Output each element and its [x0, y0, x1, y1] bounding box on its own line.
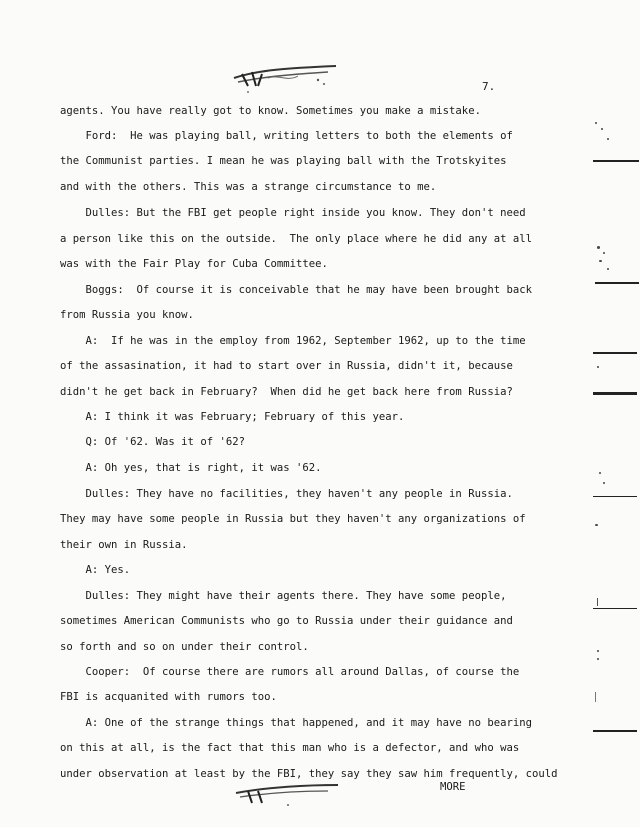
text-line: Dulles: They have no facilities, they haven't any people in Russia. [60, 488, 513, 500]
text-line: was with the Fair Play for Cuba Committee. [60, 258, 328, 270]
text-line: sometimes American Communists who go to Russia under their guidance and [60, 615, 513, 627]
more-continuation-label: MORE [440, 781, 466, 793]
text-line: and with the others. This was a strange circumstance to me. [60, 181, 437, 193]
text-line: Ford: He was playing ball, writing letters to both the elements of [60, 130, 513, 142]
scan-speck [601, 128, 603, 130]
scan-speck [599, 472, 601, 474]
text-line: their own in Russia. [60, 539, 188, 551]
top-stamp-scribble [228, 60, 348, 100]
text-line: didn't he get back in February? When did he get back here from Russia? [60, 386, 513, 398]
scan-speck [603, 482, 605, 484]
text-line: so forth and so on under their control. [60, 641, 309, 653]
scan-speck [599, 260, 602, 262]
margin-rule [593, 352, 637, 354]
scan-speck [597, 366, 599, 368]
margin-rule [593, 496, 637, 497]
text-line: A: If he was in the employ from 1962, September 1962, up to the time [60, 335, 526, 347]
text-line: A: One of the strange things that happened, and it may have no bearing [60, 717, 532, 729]
text-line: from Russia you know. [60, 309, 194, 321]
text-line: FBI is acquanited with rumors too. [60, 691, 277, 703]
scan-speck [597, 650, 599, 652]
text-line: A: I think it was February; February of this year. [60, 411, 405, 423]
text-line: A: Yes. [60, 564, 131, 576]
text-line: of the assasination, it had to start over in Russia, didn't it, because [60, 360, 513, 372]
text-line: on this at all, is the fact that this man who is a defector, and who was [60, 742, 520, 754]
scan-speck [597, 246, 600, 249]
text-line: A: Oh yes, that is right, it was '62. [60, 462, 322, 474]
text-line: Boggs: Of course it is conceivable that he may have been brought back [60, 284, 532, 296]
text-line: They may have some people in Russia but they haven't any organizations of [60, 513, 526, 525]
scan-speck [607, 138, 609, 140]
margin-rule [597, 598, 606, 606]
margin-rule [593, 160, 639, 162]
text-line: Dulles: They might have their agents there. They have some people, [60, 590, 507, 602]
margin-rule [595, 282, 639, 284]
text-line: Q: Of '62. Was it of '62? [60, 436, 245, 448]
margin-rule [593, 730, 637, 732]
text-line: Dulles: But the FBI get people right inside you know. They don't need [60, 207, 526, 219]
scan-speck [603, 252, 605, 254]
bottom-stamp-scribble [228, 781, 348, 811]
text-line: Cooper: Of course there are rumors all around Dallas, of course the [60, 666, 520, 678]
scan-speck [597, 658, 599, 660]
text-line: agents. You have really got to know. Sometimes you make a mistake. [60, 105, 481, 117]
scan-speck [607, 268, 609, 270]
text-line: under observation at least by the FBI, they say they saw him frequently, could [60, 768, 558, 780]
text-line: the Communist parties. I mean he was playing ball with the Trotskyites [60, 155, 507, 167]
margin-rule [593, 608, 637, 609]
page-number: 7. [482, 80, 496, 93]
margin-rule [595, 692, 604, 702]
scan-speck [595, 524, 598, 526]
margin-rule [593, 392, 637, 395]
text-line: a person like this on the outside. The only place where he did any at all [60, 233, 532, 245]
scan-speck [595, 122, 597, 124]
